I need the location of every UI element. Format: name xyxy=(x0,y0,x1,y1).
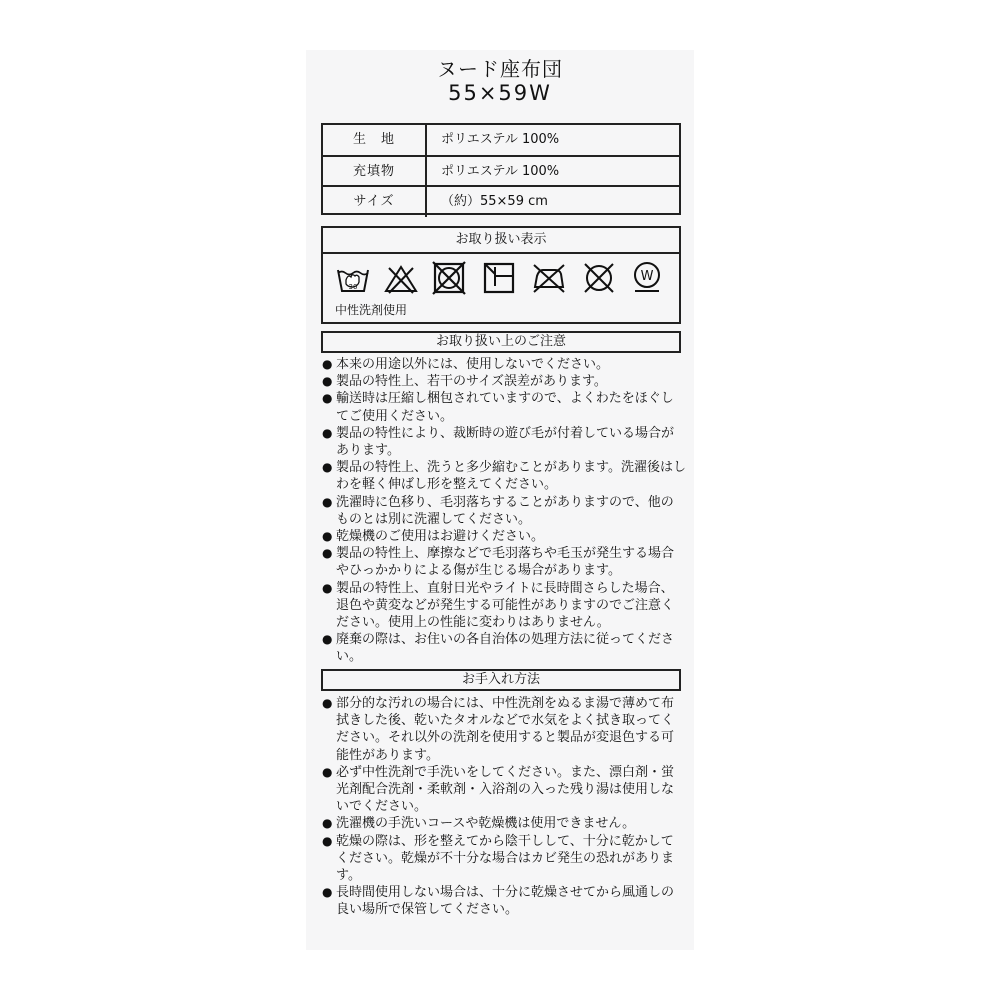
spec-divider xyxy=(425,157,427,187)
detergent-note: 中性洗剤使用 xyxy=(335,303,408,317)
product-size: 55×59W xyxy=(448,81,552,105)
spec-row-fabric xyxy=(323,125,679,155)
precaution-item: ● 製品の特性上、若干のサイズ誤差があります。 xyxy=(322,373,686,390)
precaution-item: ● 製品の特性上、直射日光やライトに長時間さらした場合、退色や黄変などが発生する可能性がありますのでご注意ください。使用上の性能に変わりはありません。 xyxy=(322,580,686,632)
maintenance-item: ● 洗濯機の手洗いコースや乾燥機は使用できません。 xyxy=(322,815,686,832)
spec-table xyxy=(321,123,681,215)
maintenance-header: お手入れ方法 xyxy=(321,669,681,691)
spec-row-size xyxy=(323,185,679,217)
spec-divider xyxy=(425,187,427,217)
care-icons-row xyxy=(331,260,671,296)
precaution-item: ● 本来の用途以外には、使用しないでください。 xyxy=(322,356,686,373)
maintenance-list xyxy=(322,695,686,919)
care-symbols-box xyxy=(321,226,681,324)
precaution-item: ● 輸送時は圧縮し梱包されていますので、よくわたをほぐしてご使用ください。 xyxy=(322,390,686,424)
care-symbols-header: お取り扱い表示 xyxy=(323,228,679,254)
hand-wash-30-icon xyxy=(335,260,371,296)
spec-value: （約）55×59 cm xyxy=(441,194,548,209)
precaution-item: ● 乾燥機のご使用はお避けください。 xyxy=(322,528,686,545)
maintenance-item: ● 長時間使用しない場合は、十分に乾燥させてから風通しの良い場所で保管してください。 xyxy=(322,884,686,918)
no-dry-clean-icon xyxy=(581,260,617,296)
spec-key: 充填物 xyxy=(352,164,395,179)
precaution-item: ● 製品の特性により、裁断時の遊び毛が付着している場合があります。 xyxy=(322,425,686,459)
precaution-item: ● 製品の特性上、摩擦などで毛羽落ちや毛玉が発生する場合やひっかかりによる傷が生じる場合があります。 xyxy=(322,545,686,579)
precaution-item: ● 製品の特性上、洗うと多少縮むことがあります。洗濯後はしわを軽く伸ばし形を整えてください。 xyxy=(322,459,686,493)
precautions-list xyxy=(322,356,686,666)
no-bleach-icon xyxy=(383,260,419,296)
spec-value: ポリエステル 100% xyxy=(441,132,560,147)
maintenance-item: ● 乾燥の際は、形を整えてから陰干しして、十分に乾かしてください。乾燥が不十分な場合はカビ発生の恐れがあります。 xyxy=(322,833,686,885)
spec-key: サイズ xyxy=(353,194,395,209)
precautions-header: お取り扱い上のご注意 xyxy=(321,331,681,353)
spec-row-filling xyxy=(323,155,679,187)
precaution-item: ● 洗濯時に色移り、毛羽落ちすることがありますので、他のものとは別に洗濯してください。 xyxy=(322,494,686,528)
spec-divider xyxy=(425,125,427,155)
maintenance-item: ● 部分的な汚れの場合には、中性洗剤をぬるま湯で薄めて布拭きした後、乾いたタオルなどで水気をよく拭き取ってください。それ以外の洗剤を使用すると製品が変退色する可能性があります。 xyxy=(322,695,686,764)
product-name: ヌード座布団 xyxy=(437,57,563,81)
line-dry-shade-icon xyxy=(481,260,517,296)
maintenance-item: ● 必ず中性洗剤で手洗いをしてください。また、漂白剤・蛍光剤配合洗剤・柔軟剤・入浴剤の入った残り湯は使用しないでください。 xyxy=(322,764,686,816)
spec-value: ポリエステル 100% xyxy=(441,164,560,179)
wet-cleaning-icon xyxy=(629,260,665,296)
spec-key: 生 地 xyxy=(352,132,395,147)
precaution-item: ● 廃棄の際は、お住いの各自治体の処理方法に従ってください。 xyxy=(322,631,686,665)
no-iron-icon xyxy=(531,260,567,296)
wet-symbol-text: W xyxy=(640,269,654,284)
wash-temp-text: 30 xyxy=(348,283,358,291)
no-tumble-dry-icon xyxy=(431,260,467,296)
care-label xyxy=(306,50,694,950)
